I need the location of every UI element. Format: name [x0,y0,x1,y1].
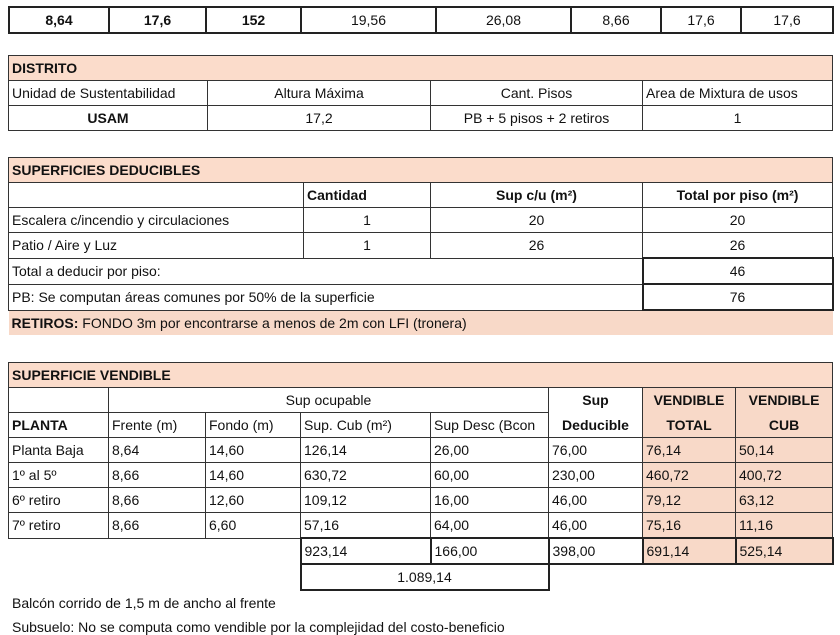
cell: 26,00 [431,438,549,463]
top-cell: 19,56 [301,7,436,33]
col-header: Fondo (m) [206,413,301,438]
cell: 7º retiro [9,513,109,539]
distrito-header: Cant. Pisos [431,81,643,106]
vendible-total-header: VENDIBLE [643,388,736,413]
retiros-note [9,310,833,335]
cell: 46,00 [549,488,643,513]
pb-label: PB: Se computan áreas comunes por 50% de la superficie [9,284,643,310]
top-cell: 152 [206,7,301,33]
cell: 50,14 [736,438,833,463]
sup-header: Sup [549,388,643,413]
col-header: PLANTA [9,413,109,438]
distrito-table [8,55,833,131]
total-value: 46 [643,258,833,284]
cell: 20 [431,208,643,233]
cell: 8,66 [109,513,206,539]
cell: 400,72 [736,463,833,488]
deducibles-header: Cantidad [304,183,431,208]
deducibles-row [9,208,833,233]
deducibles-header: Sup c/u (m²) [431,183,643,208]
cell: 46,00 [549,513,643,539]
distrito-value: 1 [643,106,833,131]
cell: 11,16 [736,513,833,539]
top-cell: 8,66 [571,7,661,33]
vendible-row [9,488,833,513]
total-sup-cub: 923,14 [301,538,431,564]
cell: 60,00 [431,463,549,488]
cell: 126,14 [301,438,431,463]
cell: 63,12 [736,488,833,513]
distrito-header: Area de Mixtura de usos [643,81,833,106]
blank-cell [9,564,301,590]
deducibles-table [8,157,834,335]
note-balcon: Balcón corrido de 1,5 m de ancho al frente [12,595,276,611]
cell: 64,00 [431,513,549,539]
total-deducible: 398,00 [549,538,643,564]
distrito-value: 17,2 [208,106,431,131]
blank-cell [9,183,304,208]
cell: 26 [643,233,833,259]
vendible-table [8,362,834,591]
cell: Escalera c/incendio y circulaciones [9,208,304,233]
top-cell: 26,08 [436,7,571,33]
vendible-cub-header: VENDIBLE [736,388,833,413]
col-header: TOTAL [643,413,736,438]
blank-cell [9,388,109,413]
cell: 16,00 [431,488,549,513]
distrito-value: PB + 5 pisos + 2 retiros [431,106,643,131]
cell: 230,00 [549,463,643,488]
deducibles-title: SUPERFICIES DEDUCIBLES [9,158,833,183]
distrito-header: Altura Máxima [208,81,431,106]
retiros-label: RETIROS: [11,315,79,331]
col-header: CUB [736,413,833,438]
top-cell: 8,64 [9,7,109,33]
cell: 79,12 [643,488,736,513]
cell: 1 [304,208,431,233]
total-sup-desc: 166,00 [431,538,549,564]
pb-value: 76 [643,284,833,310]
col-header: Frente (m) [109,413,206,438]
blank-cell [9,538,301,564]
cell: 76,14 [643,438,736,463]
cell: 460,72 [643,463,736,488]
cell: 1 [304,233,431,259]
cell: 8,64 [109,438,206,463]
cell: 14,60 [206,438,301,463]
total-label: Total a deducir por piso: [9,258,643,284]
cell: 1º al 5º [9,463,109,488]
cell: 6,60 [206,513,301,539]
cell: 26 [431,233,643,259]
cell: 57,16 [301,513,431,539]
cell: 75,16 [643,513,736,539]
total-vendible-cub: 525,14 [736,538,833,564]
note-subsuelo: Subsuelo: No se computa como vendible por la complejidad del costo-beneficio [12,619,505,635]
vendible-row [9,438,833,463]
grand-total: 1.089,14 [301,564,549,590]
top-values-row [8,6,834,34]
cell: 6º retiro [9,488,109,513]
col-header: Sup. Cub (m²) [301,413,431,438]
cell: Planta Baja [9,438,109,463]
distrito-value: USAM [9,106,208,131]
top-cell: 17,6 [741,7,833,33]
cell: 8,66 [109,463,206,488]
retiros-text: FONDO 3m por encontrarse a menos de 2m con LFI (tronera) [78,315,467,331]
distrito-header: Unidad de Sustentabilidad [9,81,208,106]
cell: 109,12 [301,488,431,513]
col-header: Deducible [549,413,643,438]
cell: 630,72 [301,463,431,488]
cell: 76,00 [549,438,643,463]
sup-ocupable-header: Sup ocupable [109,388,549,413]
cell: Patio / Aire y Luz [9,233,304,259]
distrito-title: DISTRITO [9,56,833,81]
cell: 20 [643,208,833,233]
deducibles-header: Total por piso (m²) [643,183,833,208]
col-header: Sup Desc (Bcon [431,413,549,438]
cell: 12,60 [206,488,301,513]
deducibles-row [9,233,833,259]
total-vendible: 691,14 [643,538,736,564]
vendible-row [9,513,833,539]
blank-cell [549,564,833,590]
vendible-row [9,463,833,488]
top-cell: 17,6 [661,7,741,33]
top-cell: 17,6 [109,7,206,33]
cell: 8,66 [109,488,206,513]
cell: 14,60 [206,463,301,488]
vendible-title: SUPERFICIE VENDIBLE [9,363,833,388]
